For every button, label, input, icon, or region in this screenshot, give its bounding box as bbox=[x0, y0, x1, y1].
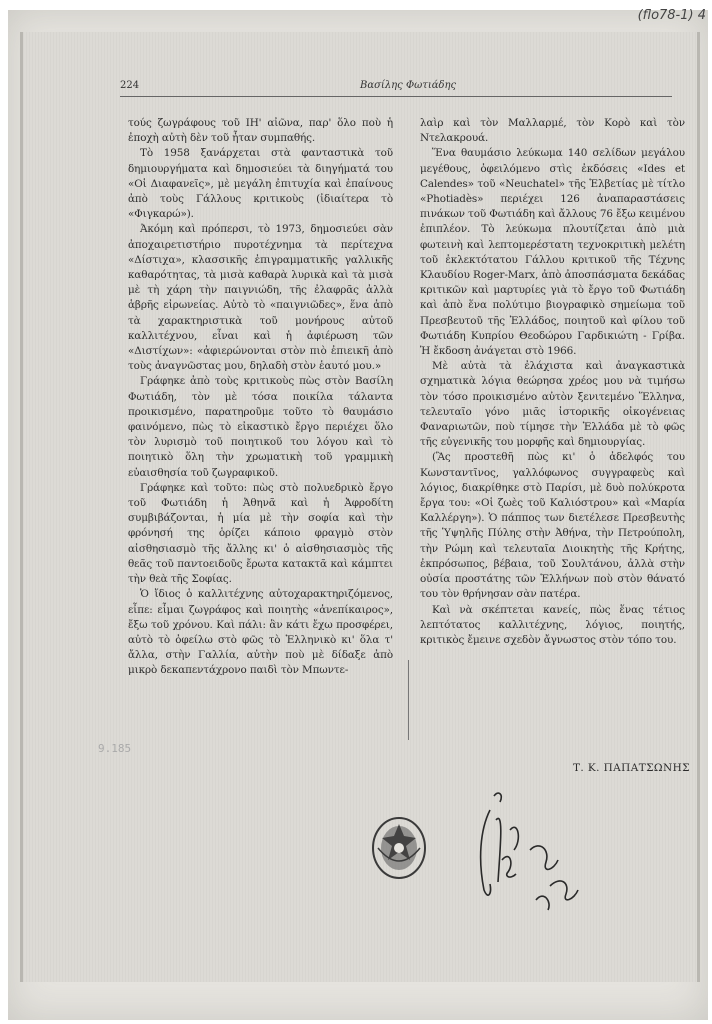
paragraph: Καὶ νὰ σκέπτεται κανείς, πὼς ἕνας τέτιος λεπτότατος καλλιτέχνης, λόγιος, ποιητής, κριτικὸς ἔμεινε σχεδὸν ἄγνωστος στὸν τόπο του. bbox=[420, 603, 685, 646]
right-column bbox=[420, 116, 685, 648]
paragraph: Ὁ ἴδιος ὁ καλλιτέχνης αὐτοχαρακτηριζόμενος, εἶπε: εἶμαι ζωγράφος καὶ ποιητὴς «ἀνεπίκαιρος», ἔξω τοῦ χρόνου. Καὶ πάλι: ἂν κάτι ἔχω προσφέρει, αὐτὸ τὸ ὀφείλω στὸ φῶς τὸ Ἑλληνικὸ κι' ὅλα τ' ἄλλα, στὴν Γαλλία, αὐτὴν ποὺ μὲ δίδαξε ἀπὸ μικρὸ δεκαπεντάχρονο παιδὶ τὸν Μπωντε- bbox=[128, 588, 393, 677]
archive-reference: (flo78-1) 4 bbox=[637, 8, 706, 23]
paragraph: Ἀκόμη καὶ πρόπερσι, τὸ 1973, δημοσιεύει σὰν ἀποχαιρετιστήριο πυροτέχνημα τὰ περίτεχνα «Δίστιχα», κλασσικῆς ἐπιγραμματικῆς γαλλικῆς καθαρότητας, τὰ μισὰ καθαρὰ λυρικὰ καὶ τὰ μισὰ μὲ τὴ χάρη τὴν παιγνιώδη, τῆς ἐλαφρᾶς ἀλλὰ ἁβρῆς εἰρωνείας. Αὐτὸ τὸ «παιγνιῶδες», ἕνα ἀπὸ τὰ χαρακτηριστικὰ τοῦ μονήρους αὐτοῦ καλλιτέχνου, εἶναι καὶ ἡ ἀφιέρωση τῶν «Διστίχων»: «ἀφιερώνονται στὸν πιὸ ἐπιεικῆ ἀπὸ τοὺς ἀναγνῶστας μου, δηλαδὴ στὸν ἑαυτό μου.» bbox=[128, 223, 393, 373]
ornamental-stamp-icon bbox=[368, 812, 430, 884]
left-edge-strip bbox=[20, 32, 23, 982]
paragraph: Τὸ 1958 ξανάρχεται στὰ φανταστικὰ τοῦ δημιουργήματα καὶ δημοσιεύει τὰ διηγήματά του «Οἱ Διαφανεῖς», μὲ μεγάλη ἐπιτυχία καὶ ἐπαίνους ἀπὸ τοὺς Γάλλους κριτικοὺς (ἰδιαίτερα τὸ «Φιγκαρώ»). bbox=[128, 147, 393, 221]
running-title: Βασίλης Φωτιάδης bbox=[360, 80, 457, 91]
author-signature: Τ. Κ. ΠΑΠΑΤΣΩΝΗΣ bbox=[573, 762, 690, 774]
paragraph: λαὶρ καὶ τὸν Μαλλαρμέ, τὸν Κορὸ καὶ τὸν Ντελακρουά. bbox=[420, 117, 685, 145]
paragraph: Γράφηκε καὶ τοῦτο: πὼς στὸ πολυεδρικὸ ἔργο τοῦ Φωτιάδη ἡ Ἀθηνᾶ καὶ ἡ Ἀφροδίτη συμβιβάζονται, ἡ μία μὲ τὴν σοφία καὶ τὴν φρόνησή της ὁρίζει κάποιο φραγμὸ στὸν αἰσθησιασμὸ τῆς ἄλλης κι' ὁ αἰσθησιασμὸς τῆς θεᾶς τοῦ παντοειδοῦς ἔρωτα κατακτᾶ καὶ κάμπτει τὴν θεὰ τῆς Σοφίας. bbox=[128, 481, 393, 586]
paragraph: Μὲ αὐτὰ τὰ ἐλάχιστα καὶ ἀναγκαστικὰ σχηματικὰ λόγια θεώρησα χρέος μου νὰ τιμήσω τὸν τόσο προικισμένο αὐτὸν ξενιτεμένο Ἕλληνα, τελευταῖο γόνο μιᾶς ἱστορικῆς οἰκογένειας Φαναριωτῶν, ποὺ τίμησε τὴν Ἑλλάδα μὲ τὸ φῶς τῆς εὐγενικῆς του μορφῆς καὶ δημιουργίας. bbox=[420, 360, 685, 449]
right-edge-strip bbox=[697, 32, 700, 982]
handwritten-dedication bbox=[470, 790, 590, 920]
paragraph: Γράφηκε ἀπὸ τοὺς κριτικοὺς πὼς στὸν Βασίλη Φωτιάδη, τὸν μὲ τόσα ποικίλα τάλαντα προικισμένο, παρατηροῦμε τοῦτο τὸ θαυμάσιο φαινόμενο, πὼς τὸ εἰκαστικὸ ἔργο περιέχει ὅλο τὸν λυρισμὸ τοῦ ποιητικοῦ του λόγου καὶ τὸ ποιητικὸ ὅλη τὴν χρωματικὴ τοῦ γραμμικὴ εὐαισθησία τοῦ ζωγραφικοῦ. bbox=[128, 375, 393, 479]
stray-mark: 9.185 bbox=[98, 742, 132, 755]
left-column bbox=[128, 116, 393, 679]
paragraph: (Ἂς προστεθῆ πὼς κι' ὁ ἀδελφός του Κωνσταντῖνος, γαλλόφωνος συγγραφεὺς καὶ λόγιος, διακρίθηκε στὸ Παρίσι, μὲ δυὸ πολύκροτα ἔργα του: «Οἱ ζωὲς τοῦ Καλιόστρου» καὶ «Μαρία Καλλέργη»). Ὁ πάππος των διετέλεσε Πρεσβευτὴς τῆς Ὑψηλῆς Πύλης στὴν Ἀθήνα, τὴν Πετρούπολη, τὴν Ρώμη καὶ τελευταῖα Διοικητὴς τῆς Κρήτης, ἐκπρόσωπος, βέβαια, τοῦ Σουλτάνου, ἀλλὰ στὴν οὐσία προστάτης τῶν Ἑλλήνων ποὺ στὸν θάνατό του τὸν θρήνησαν σὰν πατέρα. bbox=[420, 451, 685, 601]
paragraph: Ἕνα θαυμάσιο λεύκωμα 140 σελίδων μεγάλου μεγέθους, ὀφειλόμενο στὶς ἐκδόσεις «Ides et Calendes» τοῦ «Neuchatel» τῆς Ἑλβετίας μὲ τίτλο «Photiadès» περιέχει 126 ἀναπαραστάσεις πινάκων τοῦ Φωτιάδη καὶ ἄλλους 76 ἔξω κειμένου ἐπιπλέον. Τὸ λεύκωμα πλουτίζεται ἀπὸ μιὰ φωτεινὴ καὶ λεπτομερέστατη τεχνοκριτικὴ μελέτη τοῦ ἐκλεκτότατου Γάλλου κριτικοῦ τῆς Τέχνης Κλαυδίου Roger-Marx, ἀπὸ ἀποσπάσματα δεκάδας κριτικῶν καὶ μαρτυρίες γιὰ τὸ ἔργο τοῦ Φωτιάδη καὶ ἀπὸ ἕνα πολύτιμο βιογραφικὸ σημείωμα τοῦ Πρεσβευτοῦ τῆς Ἑλλάδος, ποιητοῦ καὶ φίλου τοῦ Φωτιάδη Κυπρίου Θεοδώρου Γαρδικιώτη - Γρίβα. Ἡ ἔκδοση ἀνάγεται στὸ 1966. bbox=[420, 147, 685, 358]
column-divider bbox=[408, 660, 409, 740]
page-number: 224 bbox=[120, 80, 140, 91]
paragraph: τούς ζωγράφους τοῦ ΙΗ' αἰῶνα, παρ' ὅλο ποὺ ἡ ἐποχὴ αὐτὴ δὲν τοῦ ἦταν συμπαθής. bbox=[128, 117, 393, 145]
running-head bbox=[120, 80, 672, 97]
